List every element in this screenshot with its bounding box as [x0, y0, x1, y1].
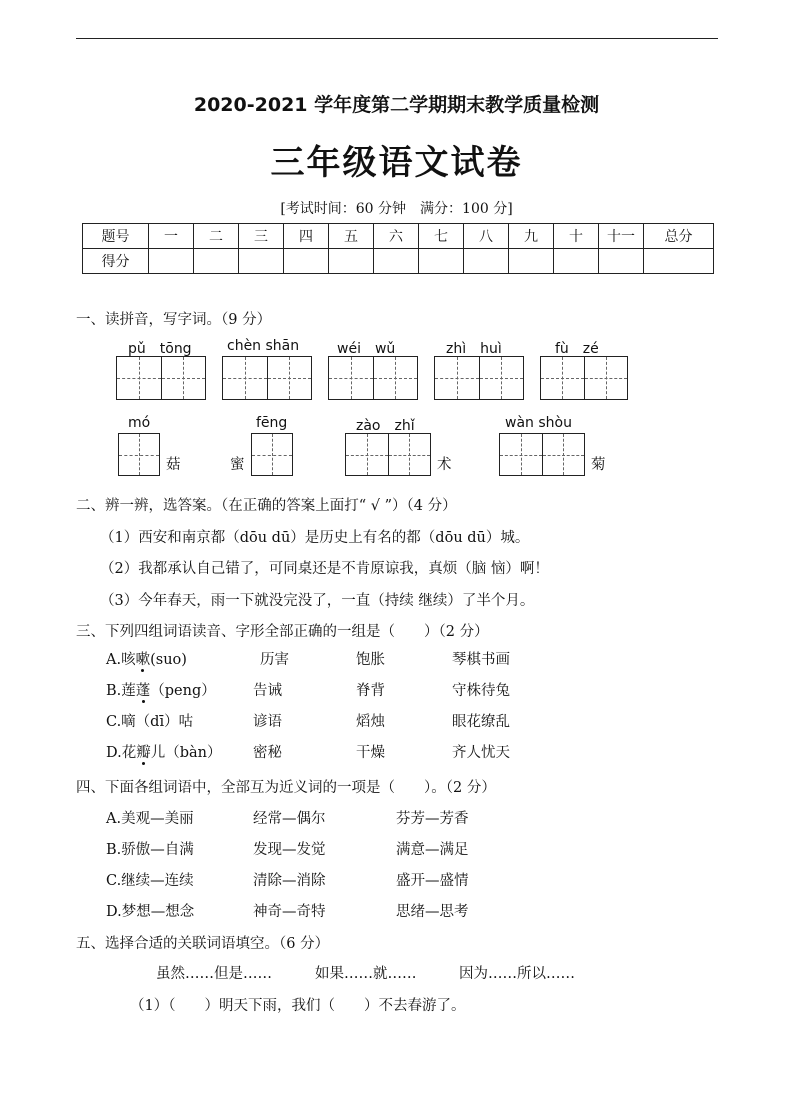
q4-heading: 四、下面各组词语中，全部互为近义词的一项是（ ）。（2 分） [76, 780, 496, 796]
q4-option-b[interactable]: B.骄傲—自满 [106, 842, 194, 858]
score-blank[interactable] [239, 249, 284, 274]
given-character: 菊 [591, 457, 606, 473]
option-text: B.莲 [106, 683, 136, 699]
option-word: 脊背 [356, 683, 385, 699]
score-blank[interactable] [464, 249, 509, 274]
option-word: 盛开—盛情 [396, 873, 469, 889]
option-word: 清除—消除 [253, 873, 326, 889]
score-cell: 五 [329, 224, 374, 249]
q3-heading: 三、下列四组词语读音、字形全部正确的一组是（ ）（2 分） [76, 624, 489, 640]
option-word: 熖烛 [356, 714, 385, 730]
given-character: 术 [437, 457, 452, 473]
q3-option-a[interactable] [106, 648, 187, 669]
option-word: 发现—发觉 [253, 842, 326, 858]
given-character: 蜜 [230, 457, 245, 473]
dotted-character: 蓬 [135, 683, 151, 699]
pinyin-label: wàn shòu [505, 415, 572, 431]
writing-grid[interactable] [540, 356, 628, 400]
score-cell: 二 [194, 224, 239, 249]
score-cell: 八 [464, 224, 509, 249]
pinyin-label: fù zé [555, 341, 599, 357]
score-blank[interactable] [419, 249, 464, 274]
exam-info: [考试时间：60 分钟 满分：100 分] [280, 201, 513, 217]
exam-subtitle: 2020-2021 学年度第二学期期末教学质量检测 [193, 94, 600, 116]
q2-item[interactable]: （3）今年春天，雨一下就没完没了，一直（持续 继续）了半个月。 [100, 593, 535, 609]
dotted-character: 瓣 [136, 745, 151, 761]
option-text: C.嘀（dī）咕 [106, 714, 194, 730]
score-cell: 总分 [644, 224, 714, 249]
score-blank[interactable] [329, 249, 374, 274]
q4-option-a[interactable]: A.美观—美丽 [106, 811, 194, 827]
score-blank[interactable] [374, 249, 419, 274]
option-word: 神奇—奇特 [253, 904, 326, 920]
top-rule [76, 38, 718, 39]
conjunction-choice: 虽然……但是…… [156, 966, 272, 982]
score-blank[interactable] [554, 249, 599, 274]
pinyin-label: pǔ tōng [128, 341, 192, 357]
pinyin-label: fēng [256, 415, 288, 431]
given-character: 菇 [166, 457, 181, 473]
pinyin-label: mó [128, 415, 151, 431]
q3-option-d[interactable] [106, 741, 221, 762]
q1-heading: 一、读拼音，写字词。（9 分） [76, 312, 272, 328]
pinyin-label: zhì huì [446, 341, 502, 357]
writing-grid[interactable] [222, 356, 312, 400]
option-text: (suo) [150, 652, 187, 668]
writing-grid[interactable] [434, 356, 524, 400]
q5-heading: 五、选择合适的关联词语填空。（6 分） [76, 936, 330, 952]
score-cell: 七 [419, 224, 464, 249]
q2-item[interactable]: （1）西安和南京都（dōu dū）是历史上有名的都（dōu dū）城。 [100, 530, 530, 546]
score-cell: 十一 [599, 224, 644, 249]
score-table [82, 223, 714, 274]
option-word: 干燥 [356, 745, 385, 761]
score-table-score-row [83, 249, 714, 274]
option-word: 历害 [260, 652, 289, 668]
option-word: 眼花缭乱 [452, 714, 510, 730]
conjunction-choice: 如果……就…… [315, 966, 417, 982]
option-word: 谚语 [253, 714, 282, 730]
writing-grid[interactable] [345, 433, 431, 476]
option-word: 芬芳—芳香 [396, 811, 469, 827]
score-blank[interactable] [509, 249, 554, 274]
pinyin-label: wéi wǔ [337, 341, 396, 357]
score-cell: 一 [149, 224, 194, 249]
option-word: 经常—偶尔 [253, 811, 326, 827]
option-word: 齐人忧天 [452, 745, 510, 761]
option-word: 告诫 [253, 683, 282, 699]
option-text: A.咳 [106, 652, 136, 668]
score-table-header-row [83, 224, 714, 249]
dotted-character: 嗽 [135, 652, 151, 668]
writing-grid[interactable] [499, 433, 585, 476]
q3-option-b[interactable] [106, 679, 216, 700]
score-blank[interactable] [644, 249, 714, 274]
writing-grid[interactable] [251, 433, 293, 476]
q3-option-c[interactable] [106, 710, 193, 731]
conjunction-choice: 因为……所以…… [459, 966, 575, 982]
score-blank[interactable] [284, 249, 329, 274]
score-cell: 十 [554, 224, 599, 249]
writing-grid[interactable] [118, 433, 160, 476]
option-word: 琴棋书画 [452, 652, 510, 668]
score-blank[interactable] [149, 249, 194, 274]
score-cell: 三 [239, 224, 284, 249]
q5-item[interactable]: （1）（ ）明天下雨，我们（ ）不去春游了。 [130, 998, 466, 1014]
option-word: 满意—满足 [396, 842, 469, 858]
score-cell: 九 [509, 224, 554, 249]
score-cell: 六 [374, 224, 419, 249]
q4-option-d[interactable]: D.梦想—想念 [106, 904, 195, 920]
writing-grid[interactable] [116, 356, 206, 400]
option-word: 密秘 [253, 745, 282, 761]
option-word: 饱胀 [356, 652, 385, 668]
pinyin-label: zào zhǐ [356, 418, 415, 434]
q4-option-c[interactable]: C.继续—连续 [106, 873, 194, 889]
option-text: （peng） [150, 683, 216, 699]
option-word: 守株待兔 [452, 683, 510, 699]
q2-heading: 二、辨一辨，选答案。（在正确的答案上面打“ √ ”）（4 分） [76, 498, 457, 514]
score-blank[interactable] [194, 249, 239, 274]
writing-grid[interactable] [328, 356, 418, 400]
option-text: 儿（bàn） [150, 745, 222, 761]
score-cell: 题号 [83, 224, 149, 249]
option-text: D.花 [106, 745, 137, 761]
score-cell: 四 [284, 224, 329, 249]
option-word: 思绪—思考 [396, 904, 469, 920]
pinyin-label: chèn shān [227, 338, 300, 354]
score-blank[interactable] [599, 249, 644, 274]
exam-title: 三年级语文试卷 [270, 143, 523, 183]
score-row-label: 得分 [83, 249, 149, 274]
q2-item[interactable]: （2）我都承认自己错了，可同桌还是不肯原谅我，真烦（脑 恼）啊！ [100, 561, 549, 577]
